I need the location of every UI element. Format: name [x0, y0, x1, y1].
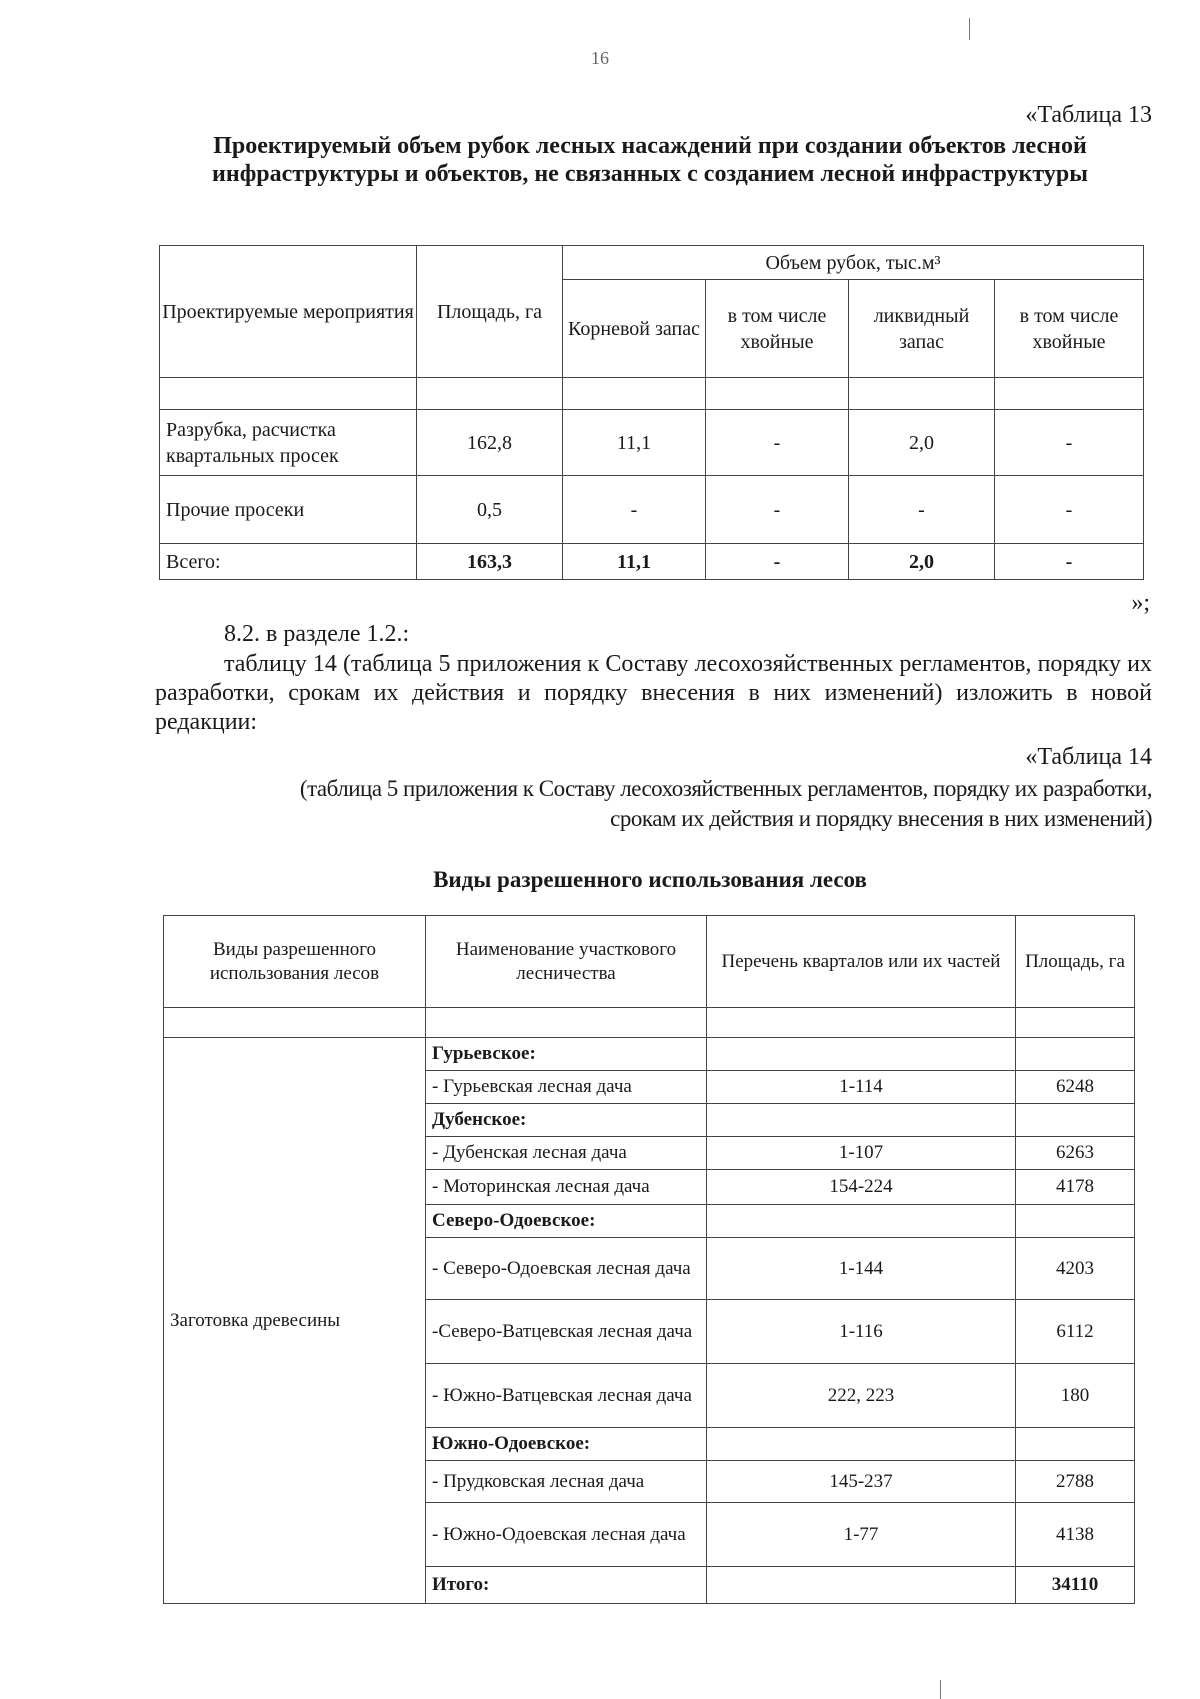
quarters-cell	[707, 1038, 1016, 1071]
quarters-cell: 1-107	[707, 1137, 1016, 1170]
forestry-group: Дубенское:	[426, 1104, 707, 1137]
spacer-cell	[426, 1008, 707, 1038]
row-conifer-2: -	[995, 410, 1144, 476]
table14	[163, 915, 1135, 1604]
hdr-activities: Проектируемые мероприятия	[160, 246, 417, 378]
area-cell: 4203	[1016, 1238, 1135, 1300]
row-root: 11,1	[563, 544, 706, 580]
scan-line	[969, 18, 970, 40]
row-conifer-2: -	[995, 476, 1144, 544]
forestry-dacha: - Прудковская лесная дача	[426, 1461, 707, 1503]
spacer-cell	[995, 378, 1144, 410]
table14-ref: «Таблица 14	[1025, 744, 1152, 770]
quarters-cell	[707, 1567, 1016, 1604]
area-cell: 6263	[1016, 1137, 1135, 1170]
spacer-cell	[160, 378, 417, 410]
spacer-cell	[1016, 1008, 1135, 1038]
table-row	[160, 544, 1144, 580]
section-item: 8.2. в разделе 1.2.:	[224, 621, 410, 647]
hdr-area: Площадь, га	[1016, 916, 1135, 1008]
forestry-group: Южно-Одоевское:	[426, 1428, 707, 1461]
area-cell	[1016, 1428, 1135, 1461]
area-cell: 4138	[1016, 1503, 1135, 1567]
table14-subref-2: срокам их действия и порядку внесения в них изменений)	[610, 806, 1152, 831]
total-label: Итого:	[426, 1567, 707, 1604]
row-name: Разрубка, расчистка квартальных просек	[160, 410, 417, 476]
hdr-liquid-stock: ликвидный запас	[849, 280, 995, 378]
row-area: 162,8	[417, 410, 563, 476]
row-conifer-1: -	[706, 410, 849, 476]
table-row	[160, 476, 1144, 544]
forestry-group: Гурьевское:	[426, 1038, 707, 1071]
spacer-cell	[849, 378, 995, 410]
area-cell: 6248	[1016, 1071, 1135, 1104]
hdr-incl-conifer-2: в том числе хвойные	[995, 280, 1144, 378]
area-cell	[1016, 1104, 1135, 1137]
spacer-cell	[706, 378, 849, 410]
spacer-cell	[707, 1008, 1016, 1038]
row-conifer-2: -	[995, 544, 1144, 580]
use-type-cell: Заготовка древесины	[164, 1038, 426, 1604]
table13-closing: »;	[1131, 590, 1150, 616]
forestry-dacha: - Дубенская лесная дача	[426, 1137, 707, 1170]
hdr-incl-conifer-1: в том числе хвойные	[706, 280, 849, 378]
quarters-cell: 1-77	[707, 1503, 1016, 1567]
scan-line	[940, 1680, 941, 1699]
page-number: 16	[591, 48, 609, 68]
table13-title: Проектируемый объем рубок лесных насаждений при создании объектов лесной инфраструктуры и объектов, не связанных с созданием лесной инфраструктуры	[212, 133, 1088, 187]
forestry-dacha: - Южно-Одоевская лесная дача	[426, 1503, 707, 1567]
spacer-cell	[563, 378, 706, 410]
forestry-group: Северо-Одоевское:	[426, 1205, 707, 1238]
area-cell: 2788	[1016, 1461, 1135, 1503]
spacer-cell	[164, 1008, 426, 1038]
row-root: 11,1	[563, 410, 706, 476]
total-value: 34110	[1016, 1567, 1135, 1604]
area-cell	[1016, 1205, 1135, 1238]
forestry-dacha: -Северо-Ватцевская лесная дача	[426, 1300, 707, 1364]
hdr-quarters: Перечень кварталов или их частей	[707, 916, 1016, 1008]
quarters-cell: 154-224	[707, 1170, 1016, 1205]
table14-subref-1: (таблица 5 приложения к Составу лесохозяйственных регламентов, порядку их разработки,	[299, 776, 1152, 801]
area-cell: 4178	[1016, 1170, 1135, 1205]
area-cell	[1016, 1038, 1135, 1071]
quarters-cell: 1-116	[707, 1300, 1016, 1364]
quarters-cell: 1-144	[707, 1238, 1016, 1300]
table13-ref: «Таблица 13	[1025, 102, 1152, 128]
quarters-cell	[707, 1205, 1016, 1238]
section-text: таблицу 14 (таблица 5 приложения к Составу лесохозяйственных регламентов, порядку их разработки, срокам их действия и порядку внесения в них изменений) изложить в новой редакции:	[155, 651, 1152, 735]
table-row	[160, 410, 1144, 476]
forestry-dacha: - Южно-Ватцевская лесная дача	[426, 1364, 707, 1428]
forestry-dacha: - Гурьевская лесная дача	[426, 1071, 707, 1104]
quarters-cell	[707, 1104, 1016, 1137]
area-cell: 180	[1016, 1364, 1135, 1428]
row-area: 163,3	[417, 544, 563, 580]
forestry-dacha: - Северо-Одоевская лесная дача	[426, 1238, 707, 1300]
hdr-root-stock: Корневой запас	[563, 280, 706, 378]
hdr-area: Площадь, га	[417, 246, 563, 378]
row-root: -	[563, 476, 706, 544]
quarters-cell: 145-237	[707, 1461, 1016, 1503]
row-liquid: 2,0	[849, 544, 995, 580]
table14-title: Виды разрешенного использования лесов	[433, 867, 867, 892]
quarters-cell	[707, 1428, 1016, 1461]
row-liquid: 2,0	[849, 410, 995, 476]
quarters-cell: 222, 223	[707, 1364, 1016, 1428]
table-row	[164, 1038, 1135, 1071]
row-conifer-1: -	[706, 476, 849, 544]
row-name: Всего:	[160, 544, 417, 580]
hdr-volume-group: Объем рубок, тыс.м³	[563, 246, 1144, 280]
row-name: Прочие просеки	[160, 476, 417, 544]
area-cell: 6112	[1016, 1300, 1135, 1364]
hdr-use-type: Виды разрешенного использования лесов	[164, 916, 426, 1008]
quarters-cell: 1-114	[707, 1071, 1016, 1104]
forestry-dacha: - Моторинская лесная дача	[426, 1170, 707, 1205]
row-area: 0,5	[417, 476, 563, 544]
table13	[159, 245, 1144, 580]
hdr-forestry: Наименование участкового лесничества	[426, 916, 707, 1008]
row-liquid: -	[849, 476, 995, 544]
row-conifer-1: -	[706, 544, 849, 580]
spacer-cell	[417, 378, 563, 410]
